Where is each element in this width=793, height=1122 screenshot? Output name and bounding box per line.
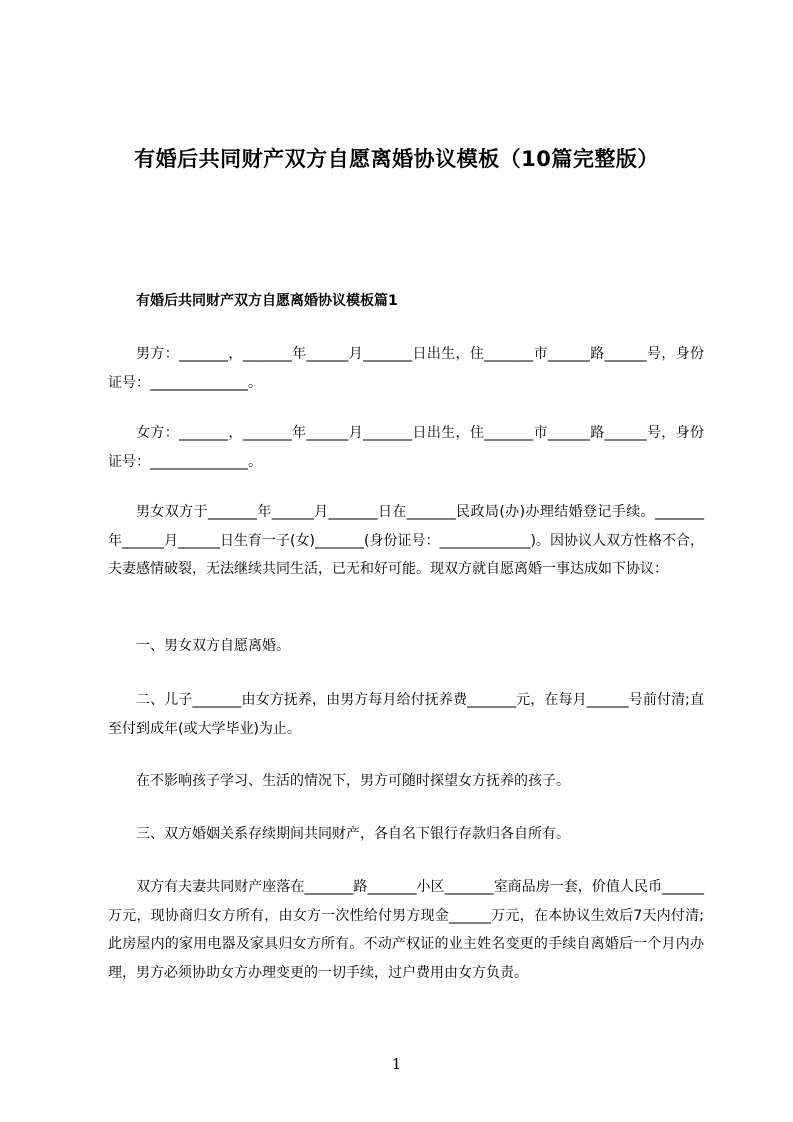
paragraph-clause-3: 三、双方婚姻关系存续期间共同财产，各自名下银行存款归各自所有。 bbox=[136, 826, 570, 842]
paragraph-male-party: 男方：_______，_______年______月_______日出生，住_______市______路______号，身份证号：______________。 bbox=[108, 346, 704, 391]
paragraph-property: 双方有夫妻共同财产座落在_______路_______小区_______室商品房一套，价值人民币______万元，现协商归女方所有，由女方一次性给付男方现金______万元，在本协议生效后7天内付清;此房屋内的家用电器及家具归女方所有。不动产权证的业主姓名变更的手续自离婚后一个月内办理，男方必须协助女方办理变更的一切手续，过户费用由女方负责。 bbox=[108, 879, 704, 981]
paragraph-clause-2: 二、儿子_______由女方抚养，由男方每月给付抚养费_______元，在每月______号前付清;直至付到成年(或大学毕业)为止。 bbox=[108, 692, 704, 737]
page-number: 1 bbox=[391, 1055, 402, 1073]
paragraph-clause-1: 一、男女双方自愿离婚。 bbox=[136, 638, 290, 654]
paragraph-female-party: 女方：_______，_______年______月_______日出生，住_______市______路______号，身份证号：______________。 bbox=[108, 425, 704, 470]
paragraph-visitation: 在不影响孩子学习、生活的情况下，男方可随时探望女方抚养的孩子。 bbox=[136, 773, 570, 789]
section-title: 有婚后共同财产双方自愿离婚协议模板篇1 bbox=[136, 293, 398, 309]
paragraph-marriage-info: 男女双方于_______年______月_______日在_______民政局(办)办理结婚登记手续。_______年______月______日生育一子(女)_______(身份证号：_____________)。因协议人双方性格不合，夫妻感情破裂，无法继续共同生活，已无和好可能。现双方就自愿离婚一事达成如下协议： bbox=[108, 504, 704, 577]
document-title: 有婚后共同财产双方自愿离婚协议模板（10篇完整版） bbox=[134, 147, 659, 171]
